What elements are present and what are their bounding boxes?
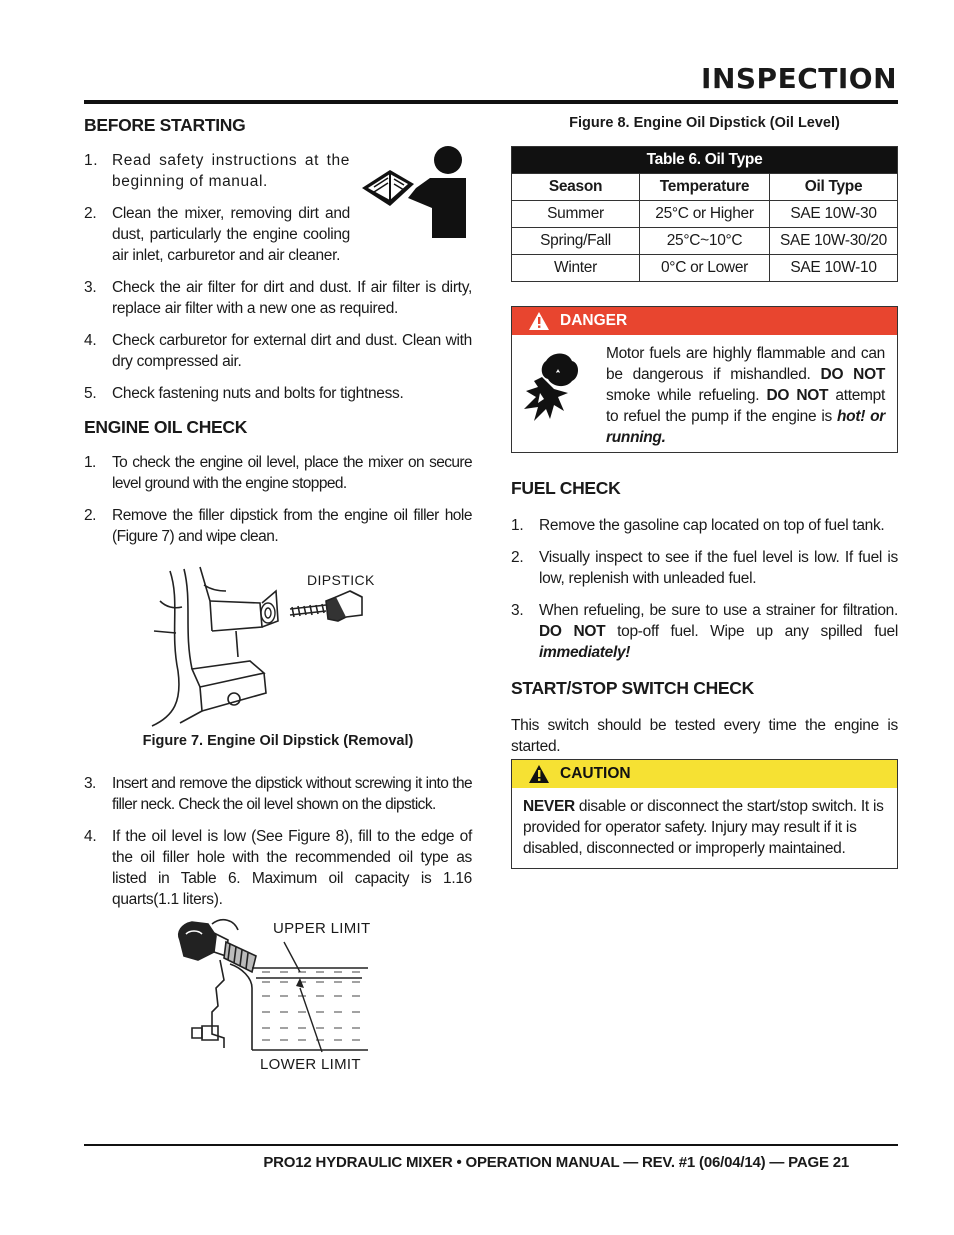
right-column (511, 112, 898, 857)
list-item: 1. Remove the gasoline cap located on top of fuel tank. (511, 517, 885, 534)
start-stop-heading: START/STOP SWITCH CHECK (511, 678, 754, 698)
figure-8-caption: Figure 8. Engine Oil Dipstick (Oil Level) (569, 115, 840, 131)
figure-7-caption: Figure 7. Engine Oil Dipstick (Removal) (142, 733, 414, 749)
table-cell: SAE 10W-10 (770, 255, 898, 282)
table-cell: Summer (512, 201, 640, 228)
column-header: Temperature (640, 174, 770, 201)
explosion-icon (520, 347, 590, 427)
start-stop-text: This switch should be tested every time the engine is started. (511, 717, 898, 755)
list-item: 5. Check fastening nuts and bolts for tightness. (84, 385, 404, 402)
danger-header (512, 307, 897, 335)
warning-triangle-icon (528, 764, 550, 784)
list-item: 3. Check the air filter for dirt and dust. If air filter is dirty, replace air filter with a new one as required. (84, 279, 472, 317)
page-footer: PRO12 HYDRAULIC MIXER • OPERATION MANUAL — REV. #1 (06/04/14) — PAGE 21 (263, 1154, 849, 1171)
table-row (512, 201, 898, 228)
danger-text: Motor fuels are highly flammable and can be dangerous if mishandled. DO NOT smoke while refueling. DO NOT attempt to refuel the pump if the engine is hot! or running. (606, 345, 886, 446)
top-rule (84, 100, 898, 104)
fuel-check-heading: FUEL CHECK (511, 478, 621, 498)
table-cell: SAE 10W-30/20 (770, 228, 898, 255)
dipstick-label: DIPSTICK (307, 572, 375, 588)
list-item: 1. Read safety instructions at the beginning of manual. (84, 152, 350, 190)
list-item: 2. Remove the filler dipstick from the engine oil filler hole (Figure 7) and wipe clean. (84, 507, 472, 545)
upper-limit-label: UPPER LIMIT (273, 920, 371, 937)
table-cell: Winter (512, 255, 640, 282)
table-cell: SAE 10W-30 (770, 201, 898, 228)
table-row (512, 255, 898, 282)
engine-oil-check-heading: ENGINE OIL CHECK (84, 417, 248, 437)
caution-text: NEVER disable or disconnect the start/stop switch. It is provided for operator safety. Injury may result if it is disabled, disconnected or improperly maintained. (523, 798, 884, 857)
page-title: INSPECTION (701, 62, 897, 95)
warning-triangle-icon (528, 311, 550, 331)
list-item: 2. Visually inspect to see if the fuel level is low. If fuel is low, replenish with unleaded fuel. (511, 549, 898, 587)
list-item: 4. If the oil level is low (See Figure 8), fill to the edge of the oil filler hole with the recommended oil type as listed in Table 6. Maximum oil capacity is 1.16 quarts(1.1 liters). (84, 828, 472, 908)
list-item: 3. When refueling, be sure to use a strainer for filtration. DO NOT top-off fuel. Wipe up any spilled fuel immediately! (511, 602, 898, 661)
list-item: 3. Insert and remove the dipstick without screwing it into the filler neck. Check the oil level shown on the dipstick. (84, 775, 472, 813)
danger-box (511, 306, 898, 453)
table-row (512, 228, 898, 255)
before-starting-heading: BEFORE STARTING (84, 115, 246, 135)
danger-label: DANGER (560, 312, 628, 329)
caution-label: CAUTION (560, 765, 631, 782)
table-cell: 0°C or Lower (640, 255, 770, 282)
caution-header (512, 760, 897, 788)
list-item: 1. To check the engine oil level, place the mixer on secure level ground with the engine stopped. (84, 454, 472, 492)
oil-type-table (511, 146, 898, 282)
left-column (84, 112, 472, 1076)
read-manual-icon (360, 142, 500, 242)
table-cell: 25°C or Higher (640, 201, 770, 228)
list-item: 2. Clean the mixer, removing dirt and dust, particularly the engine cooling air inlet, carburetor and air cleaner. (84, 205, 350, 264)
table-cell: 25°C~10°C (640, 228, 770, 255)
list-item: 4. Check carburetor for external dirt and dust. Clean with dry compressed air. (84, 332, 472, 370)
table-title: Table 6. Oil Type (512, 147, 898, 174)
dipstick-oil-level-figure (172, 916, 372, 1066)
caution-box (511, 759, 898, 869)
footer-rule (84, 1144, 898, 1146)
column-header: Oil Type (770, 174, 898, 201)
table-cell: Spring/Fall (512, 228, 640, 255)
column-header: Season (512, 174, 640, 201)
lower-limit-label: LOWER LIMIT (260, 1056, 361, 1073)
